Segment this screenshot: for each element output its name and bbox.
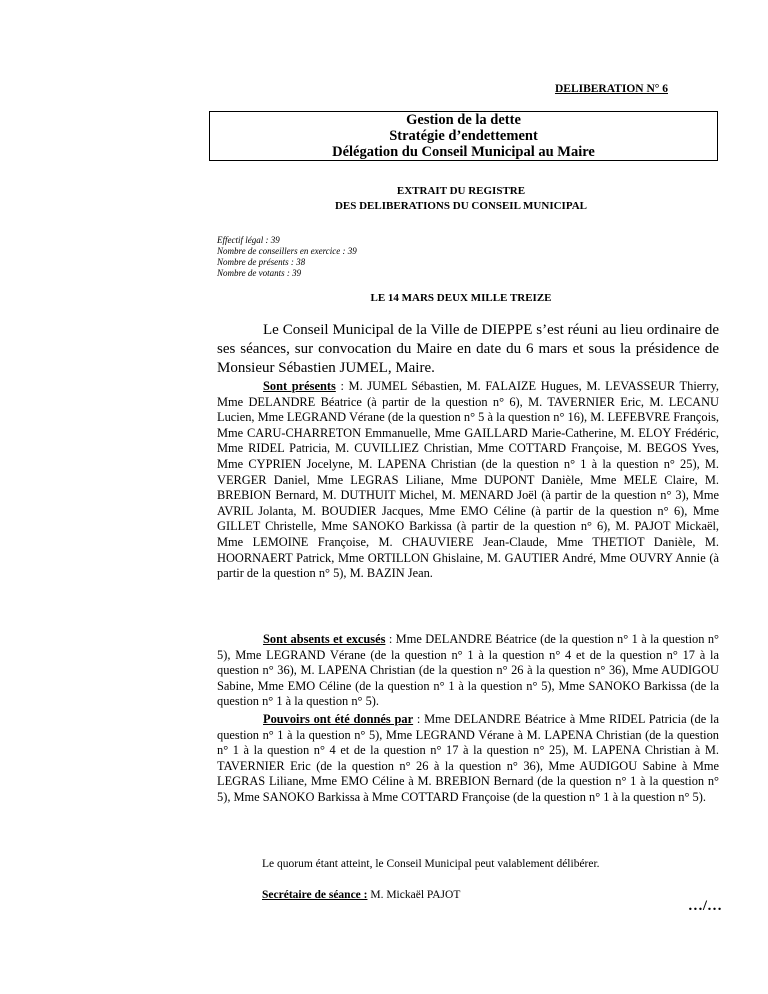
nombre-votants: Nombre de votants : 39 (217, 268, 302, 278)
quorum-statement: Le quorum étant atteint, le Conseil Municipal peut valablement délibérer. (262, 858, 600, 870)
presents-label: Sont présents (263, 379, 336, 393)
presents-paragraph (217, 379, 719, 582)
intro-text: Le Conseil Municipal de la Ville de DIEPPE s’est réuni au lieu ordinaire de ses séances, sur convocation du Maire en date du 6 mars et sous la présidence de Monsieur Sébastien JUMEL, Maire. (217, 322, 719, 376)
effectif-legal: Effectif légal : 39 (217, 235, 280, 245)
secretary-line (262, 889, 662, 901)
session-date: LE 14 MARS DEUX MILLE TREIZE (370, 292, 552, 304)
extract-line-1: EXTRAIT DU REGISTRE (396, 185, 526, 197)
absents-label: Sont absents et excusés (263, 632, 386, 646)
presents-text: : M. JUMEL Sébastien, M. FALAIZE Hugues, M. LEVASSEUR Thierry, Mme DELANDRE Béatrice (à partir de la question n° 6), M. TAVERNIER Eric, M. LECANU Lucien, Mme LEGRAND Vérane (de la question n° 5 à la question n° 16), M. LEFEBVRE François, Mme CARU-CHARRETON Emmanuelle, Mme GAILLARD Marie-Catherine, M. ELOY Frédéric, Mme RIDEL Patricia, M. CUVILLIEZ Christian, Mme COTTARD Françoise, M. BEGOS Yves, Mme CYPRIEN Jocelyne, M. LAPENA Christian (de la question n° 1 à la question n° 25), M. VERGER Daniel, Mme LEGRAS Liliane, Mme DUPONT Danièle, Mme MELE Claire, M. BREBION Bernard, M. DUTHUIT Michel, M. MENARD Joël (à partir de la question n° 3), Mme AVRIL Jolanta, M. BOUDIER Jacques, Mme EMO Céline (à partir de la question n° 6), Mme GILLET Christelle, Mme SANOKO Barkissa (à partir de la question n° 6), M. PAJOT Mickaël, Mme LEMOINE Françoise, M. CHAUVIERE Jean-Claude, Mme THETIOT Danièle, M. HOORNAERT Patrick, Mme ORTILLON Ghislaine, M. GAUTIER André, Mme OUVRY Annie (à partir de la question n° 5), M. BAZIN Jean. (217, 379, 719, 581)
secretary-label: Secrétaire de séance : (262, 889, 368, 901)
deliberation-number: DELIBERATION N° 6 (554, 83, 668, 95)
title-line-3: Délégation du Conseil Municipal au Maire (332, 144, 595, 160)
secretary-name: M. Mickaël PAJOT (367, 889, 461, 901)
title-line-1: Gestion de la dette (406, 112, 521, 128)
continuation-mark: …/… (687, 898, 722, 914)
title-box (209, 111, 718, 161)
pouvoirs-paragraph (217, 712, 719, 806)
conseillers-exercice: Nombre de conseillers en exercice : 39 (217, 246, 357, 256)
attendance-counts (217, 235, 617, 279)
register-extract-heading (200, 184, 722, 213)
absents-paragraph (217, 632, 719, 710)
extract-line-2: DES DELIBERATIONS DU CONSEIL MUNICIPAL (334, 199, 588, 212)
title-line-2: Stratégie d’endettement (389, 128, 538, 144)
pouvoirs-label: Pouvoirs ont été donnés par (263, 712, 414, 726)
absents-text: : Mme DELANDRE Béatrice (de la question n° 1 à la question n° 5), Mme LEGRAND Vérane (de la question n° 1 à la question n° 4 et de la question n° 17 à la question n° 36), M. LAPENA Christian (de la question n° 26 à la question n° 36), Mme AUDIGOU Sabine, Mme EMO Céline (de la question n° 1 à la question n° 5), Mme SANOKO Barkissa (de la question n° 1 à la question n° 5). (217, 632, 719, 709)
intro-paragraph (217, 321, 719, 378)
nombre-presents: Nombre de présents : 38 (217, 257, 306, 267)
pouvoirs-text: : Mme DELANDRE Béatrice à Mme RIDEL Patricia (de la question n° 1 à la question n° 5), Mme LEGRAND Vérane à M. LAPENA Christian (de la question n° 1 à la question n° 4 et de la question n° 17 à la question n° 25), M. LAPENA Christian à M. TAVERNIER Eric (de la question n° 26 à la question n° 36), Mme AUDIGOU Sabine à Mme LEGRAS Liliane, Mme EMO Céline à M. BREBION Bernard (de la question n° 1 à la question n° 5), Mme SANOKO Barkissa à Mme COTTARD Françoise (de la question n° 1 à la question n° 5). (217, 712, 719, 804)
